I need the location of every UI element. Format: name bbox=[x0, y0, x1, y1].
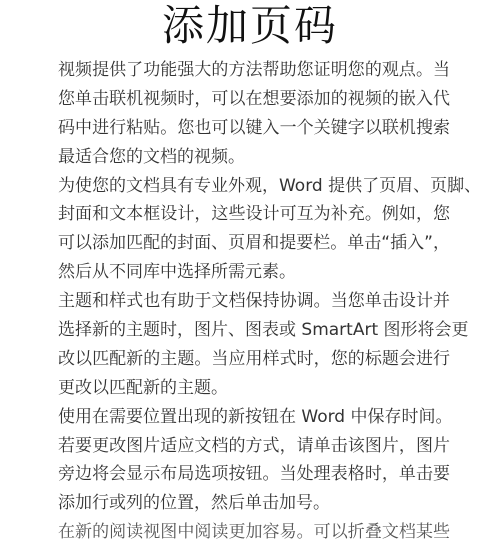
text-line: 封面和文本框设计，这些设计可互为补充。例如，您 bbox=[58, 204, 450, 225]
text-line: 然后从不同库中选择所需元素。 bbox=[58, 262, 296, 283]
text-line: 添加行或列的位置，然后单击加号。 bbox=[58, 493, 330, 514]
text-line: 码中进行粘贴。您也可以键入一个关键字以联机搜索 bbox=[58, 117, 450, 138]
text-line: 在新的阅读视图中阅读更加容易。可以折叠文档某些 bbox=[58, 522, 450, 543]
text-line: 使用在需要位置出现的新按钮在 Word 中保存时间。 bbox=[58, 406, 453, 427]
text-line: 改以匹配新的主题。当应用样式时，您的标题会进行 bbox=[58, 348, 450, 369]
text-line: 可以添加匹配的封面、页眉和提要栏。单击“插入”， bbox=[58, 233, 450, 254]
page-title: 添加页码 bbox=[161, 1, 338, 50]
text-line: 选择新的主题时，图片、图表或 SmartArt 图形将会更 bbox=[58, 320, 469, 341]
paragraph bbox=[58, 56, 450, 172]
text-line: 视频提供了功能强大的方法帮助您证明您的观点。当 bbox=[58, 60, 450, 80]
text-line: 最适合您的文档的视频。 bbox=[58, 146, 245, 167]
text-line: 旁边将会显示布局选项按钮。当处理表格时，单击要 bbox=[58, 464, 450, 485]
paragraph bbox=[58, 403, 453, 519]
text-line: 为使您的文档具有专业外观，Word 提供了页眉、页脚、 bbox=[58, 175, 482, 196]
paragraph bbox=[58, 287, 469, 403]
document-body bbox=[58, 56, 482, 547]
text-line: 若要更改图片适应文档的方式，请单击该图片，图片 bbox=[58, 435, 450, 456]
paragraph bbox=[58, 172, 482, 288]
paragraph bbox=[58, 518, 450, 547]
text-line: 更改以匹配新的主题。 bbox=[58, 377, 228, 398]
text-line: 主题和样式也有助于文档保持协调。当您单击设计并 bbox=[58, 291, 450, 312]
text-line: 您单击联机视频时，可以在想要添加的视频的嵌入代 bbox=[58, 88, 450, 109]
